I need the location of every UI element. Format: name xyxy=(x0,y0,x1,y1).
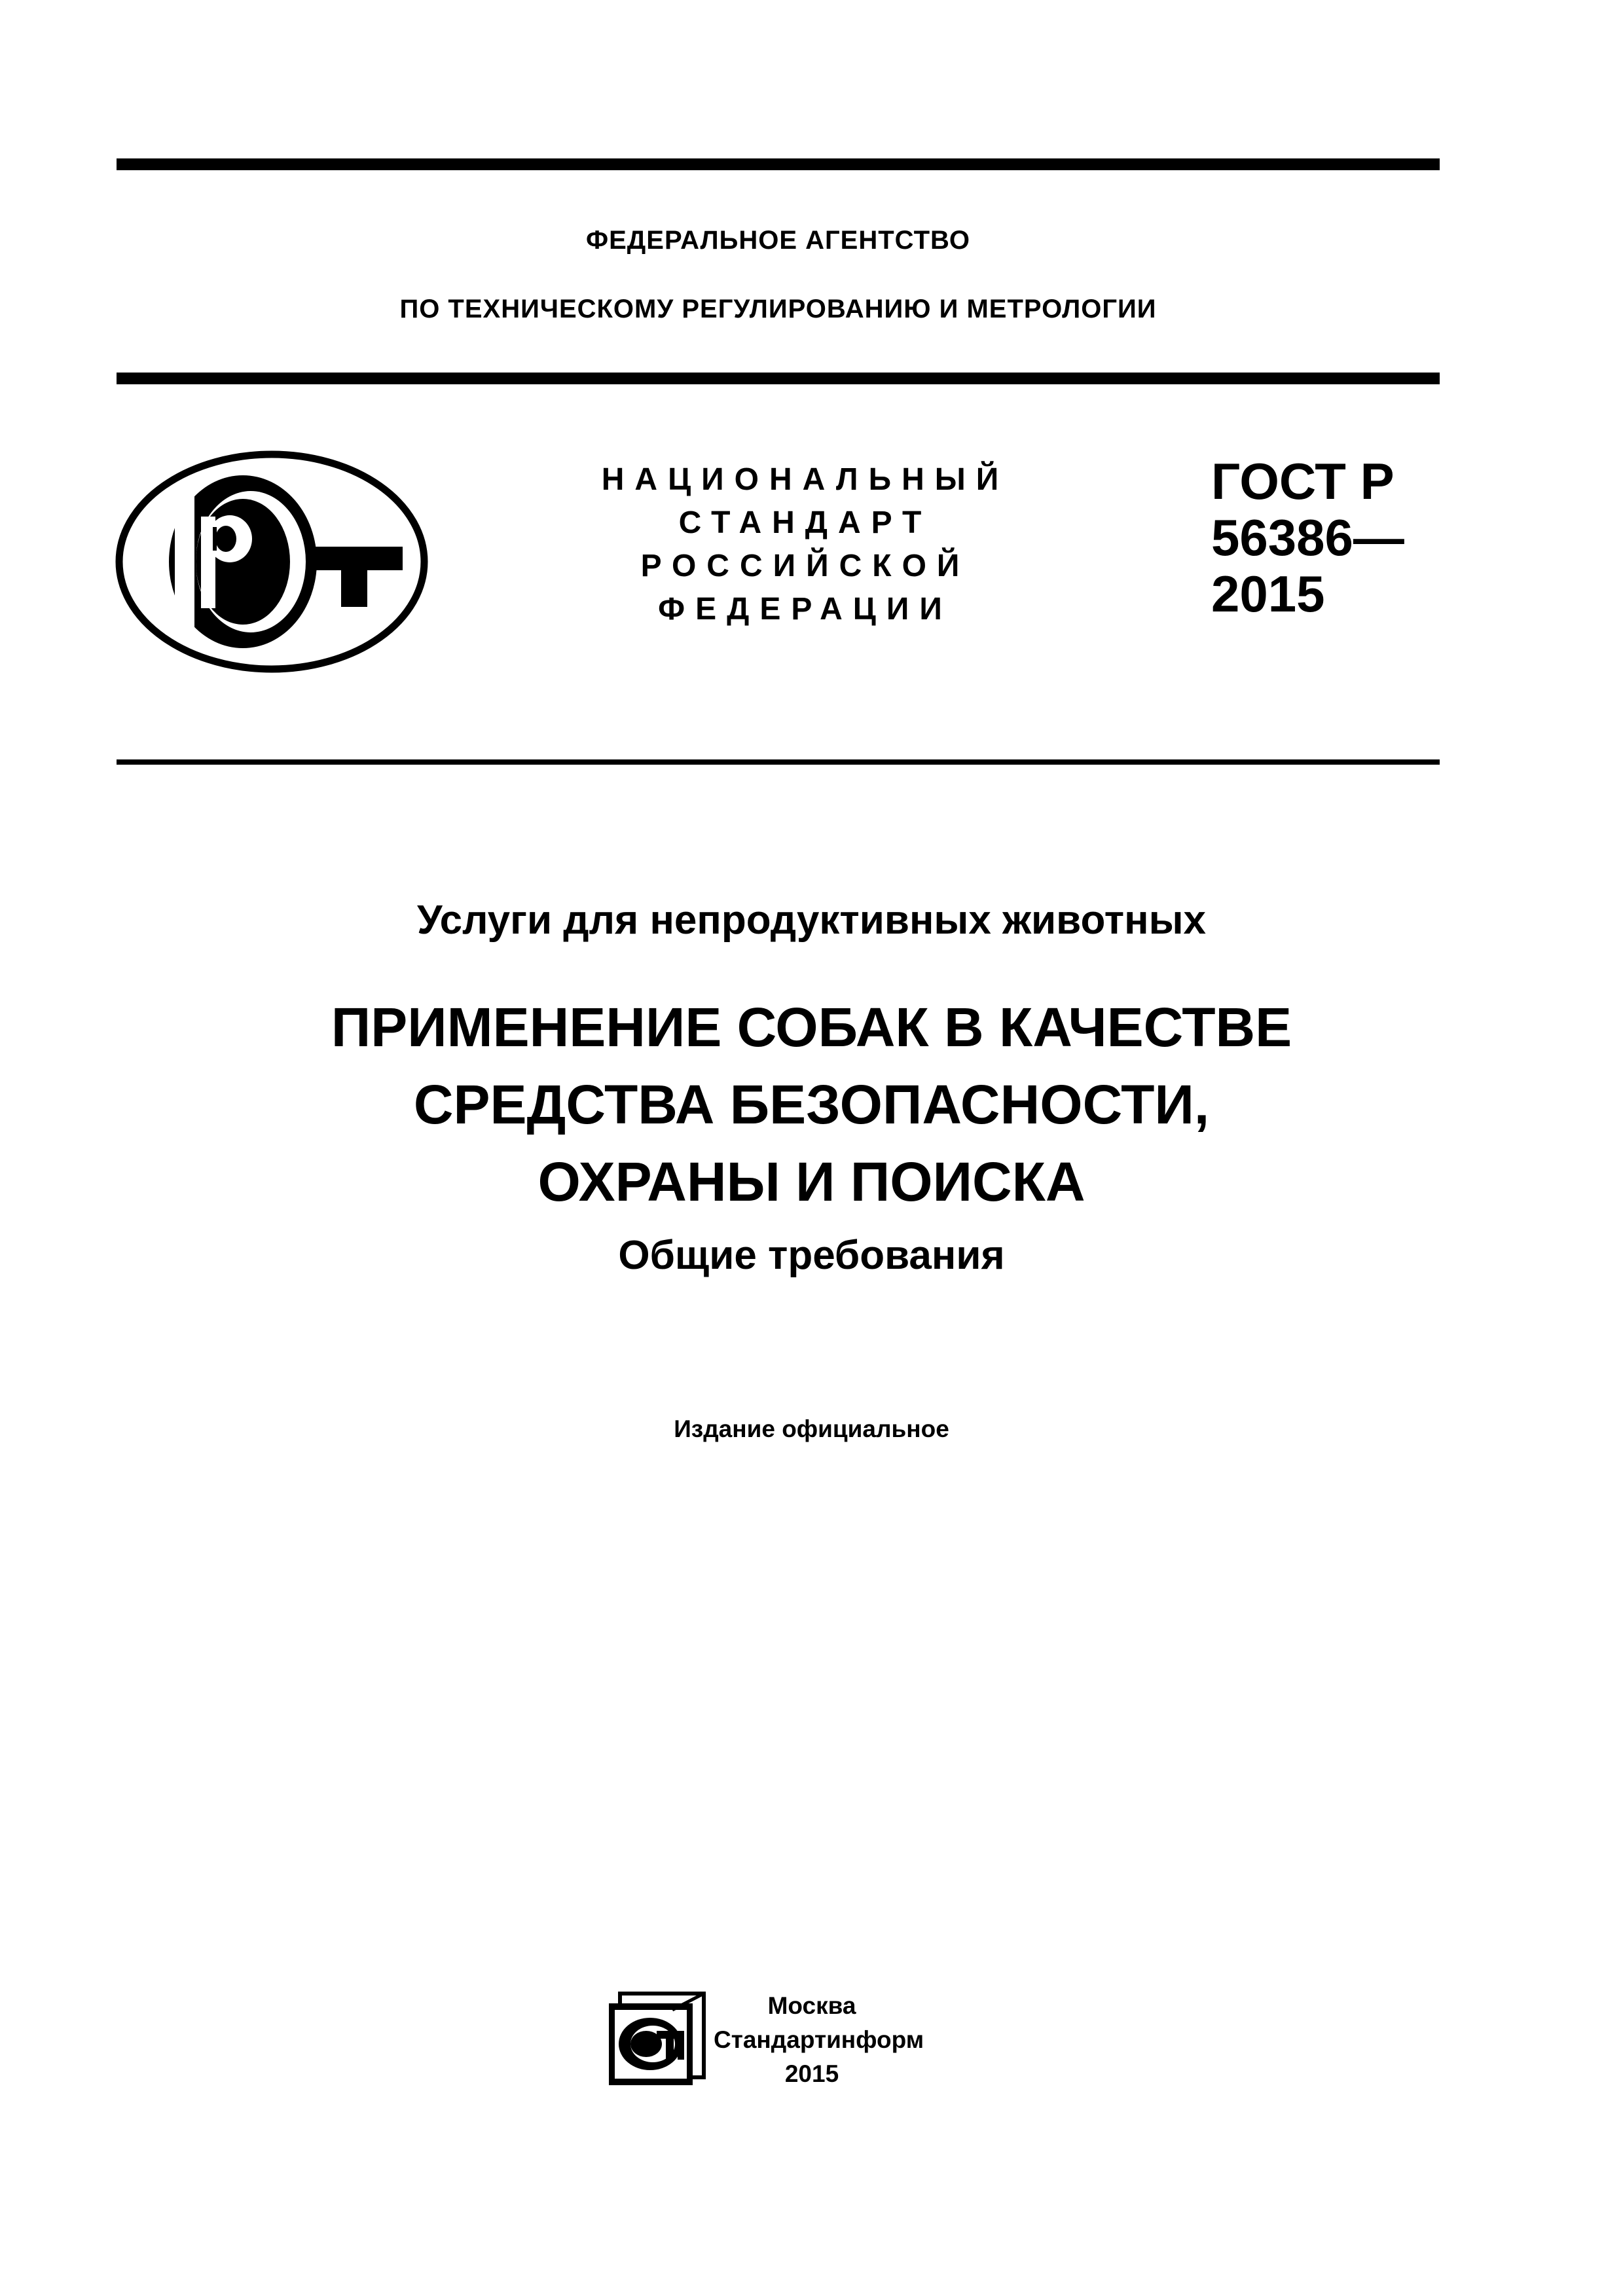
document-subtitle: Общие требования xyxy=(618,1233,1005,1278)
standard-type-line: СТАНДАРТ xyxy=(678,505,932,540)
document-title-line: ОХРАНЫ И ПОИСКА xyxy=(538,1151,1085,1212)
document-title xyxy=(0,989,1623,1220)
document-title-line: ПРИМЕНЕНИЕ СОБАК В КАЧЕСТВЕ xyxy=(331,996,1292,1058)
standard-number-line: 56386— xyxy=(1211,509,1404,566)
standard-number-line: 2015 xyxy=(1211,565,1325,623)
separator-rule xyxy=(117,759,1440,765)
document-title-line: СРЕДСТВА БЕЗОПАСНОСТИ, xyxy=(413,1074,1210,1135)
edition-label: Издание официальное xyxy=(674,1415,949,1442)
standard-type-block xyxy=(563,458,1048,631)
rst-emblem-icon xyxy=(115,450,429,674)
top-rule xyxy=(117,158,1440,170)
header-rule xyxy=(117,373,1440,384)
publisher-name: Стандартинформ xyxy=(714,2026,924,2053)
standard-type-line: НАЦИОНАЛЬНЫЙ xyxy=(601,462,1010,497)
standartinform-logo-icon xyxy=(606,1990,707,2088)
publisher-city: Москва xyxy=(767,1992,856,2019)
document-subject: Услуги для непродуктивных животных xyxy=(416,898,1207,943)
standard-number-line: ГОСТ Р xyxy=(1211,452,1395,510)
publisher-imprint xyxy=(714,1989,924,2091)
standard-type-line: РОССИЙСКОЙ xyxy=(640,549,970,583)
agency-line-2: ПО ТЕХНИЧЕСКОМУ РЕГУЛИРОВАНИЮ И МЕТРОЛОГИИ xyxy=(399,295,1157,323)
standard-number xyxy=(1211,453,1404,622)
agency-line-1: ФЕДЕРАЛЬНОЕ АГЕНТСТВО xyxy=(585,226,971,255)
publication-year: 2015 xyxy=(784,2060,839,2087)
standard-type-line: ФЕДЕРАЦИИ xyxy=(658,592,953,627)
